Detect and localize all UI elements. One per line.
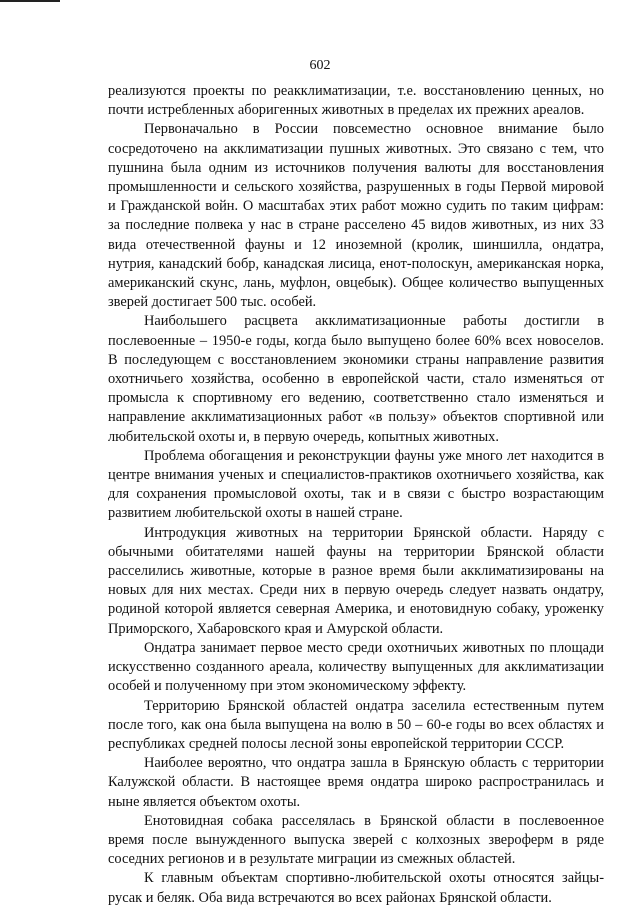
- paragraph: Проблема обогащения и реконструкции фауны уже много лет находится в центре внимания ученых и специалистов-практиков охотничьего хозяйства, как для сохранения промысловой охоты, так и в связи с быстро возрастающим развитием любительской охоты в нашей стране.: [108, 447, 604, 522]
- paragraph: Наибольшего расцвета акклиматизационные работы достигли в послевоенные – 1950-е годы, когда было выпущено более 60% всех новоселов. В последующем с восстановлением экономики страны направление развития охотничьего хозяйства, особенно в европейской части, стало изменяться от промысла к спортивному его ведению, соответственно стало изменяться и направление акклиматизационных работ «в пользу» объектов спортивной или любительской охоты и, в первую очередь, копытных животных.: [108, 313, 604, 445]
- paragraph: Интродукция животных на территории Брянской области. Наряду с обычными обитателями нашей фауны на территории Брянской области расселились животные, которые в разное время были акклиматизированы на новых для них местах. Среди них в первую очередь следует назвать ондатру, родиной которой является северная Америка, и енотовидную собаку, уроженку Приморского, Хабаровского края и Амурской области.: [108, 524, 604, 637]
- paragraph: Ондатра занимает первое место среди охотничьих животных по площади искусственно созданного ареала, количеству выпущенных для акклиматизации особей и полученному при этом экономическому эффекту.: [108, 639, 604, 695]
- page-number: 602: [309, 58, 331, 73]
- paragraph: Территорию Брянской областей ондатра заселила естественным путем после того, как она была выпущена на волю в 50 – 60-е годы во всех областях и республиках средней полосы лесной зоны европейской территории СССР.: [108, 697, 604, 752]
- paragraph: Енотовидная собака расселялась в Брянской области в послевоенное время после вынужденного выпуска зверей с колхозных звероферм в ряде соседних регионов и в результате миграции из смежных областей.: [108, 812, 604, 868]
- paragraph-continuation: реализуются проекты по реакклиматизации, т.е. восстановлению ценных, но почти истребленных аборигенных животных в пределах их прежних ареалов.: [108, 83, 604, 119]
- paragraph: Наиболее вероятно, что ондатра зашла в Брянскую область с территории Калужской области. В настоящее время ондатра широко распространилась и ныне является объектом охоты.: [108, 755, 604, 810]
- page-body: [108, 82, 604, 908]
- paragraph: Первоначально в России повсеместно основное внимание было сосредоточено на акклиматизации пушных животных. Это связано с тем, что пушнина была одним из источников получения валюты для восстановления промышленности и сельского хозяйства, разрушенных в годы Первой мировой и Гражданской войн. О масштабах этих работ можно судить по таким цифрам: за последние полвека у нас в стране расселено 45 видов животных, из них 33 вида отечественной фауны и 12 иноземной (кролик, шиншилла, ондатра, нутрия, канадский бобр, канадская лисица, енот-полоскун, американская норка, американский скунс, лань, муфлон, овцебык). Общее количество выпущенных зверей достигает 500 тыс. особей.: [108, 121, 604, 311]
- scan-edge-mark: [0, 0, 60, 2]
- paragraph: К главным объектам спортивно-любительской охоты относятся зайцы-русак и беляк. Оба вида встречаются во всех районах Брянской области.: [108, 870, 604, 906]
